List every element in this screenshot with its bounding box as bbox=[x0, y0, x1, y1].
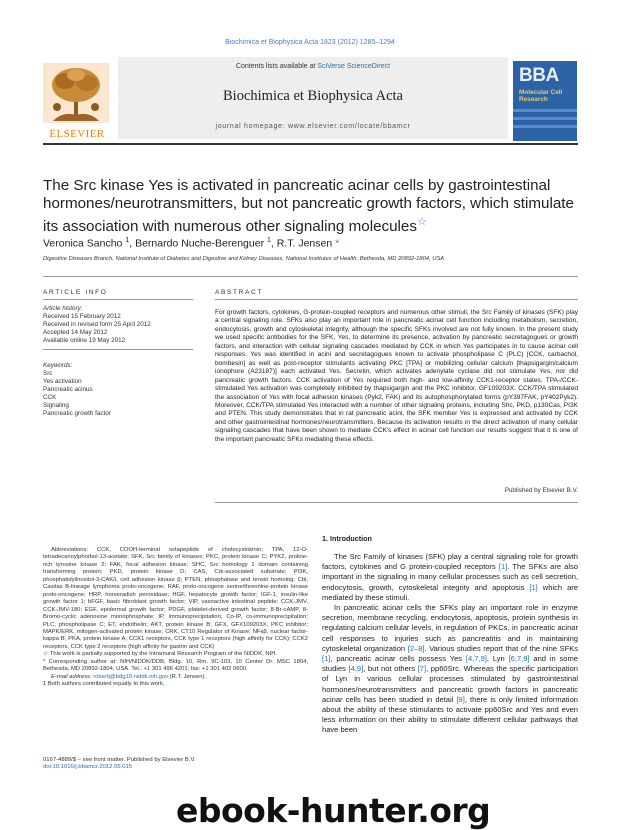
author-affiliation-mark: 1 bbox=[267, 237, 271, 244]
journal-header bbox=[43, 55, 578, 141]
article-history-label: Article history: bbox=[43, 305, 83, 312]
keyword: Pancreatic growth factor bbox=[43, 410, 111, 417]
citation-link[interactable]: [4,9] bbox=[348, 664, 364, 674]
header-rule bbox=[43, 143, 578, 145]
history-date: Received 15 February 2012 bbox=[43, 313, 121, 320]
citation-link[interactable]: [4,7,9] bbox=[465, 654, 487, 664]
corresponding-author-footnote: * Corresponding author at: NIH/NIDDK/DDB, Bldg. 10, Rm. 9C-103, 10 Center Dr. MSC 1804, Bethesda, MD 20892-1804, USA. Tel.: +1 301 496 4201; fax: +1 301 402 0600. bbox=[43, 658, 308, 673]
elsevier-logo bbox=[43, 63, 111, 140]
keywords-label: Keywords: bbox=[43, 362, 73, 369]
article-title bbox=[43, 177, 583, 236]
author-name[interactable]: Veronica Sancho bbox=[43, 237, 123, 250]
article-info-heading: ARTICLE INFO bbox=[43, 289, 108, 296]
abstract-rule bbox=[215, 299, 578, 300]
cover-title: BBA bbox=[519, 65, 559, 86]
author-name[interactable]: R.T. Jensen bbox=[276, 237, 333, 250]
journal-title: Biochimica et Biophysica Acta bbox=[223, 88, 403, 104]
introduction-body bbox=[322, 552, 578, 736]
citation-link[interactable]: [1] bbox=[498, 562, 508, 572]
contents-available-line bbox=[118, 63, 508, 70]
cover-stripe bbox=[513, 117, 577, 120]
article-info-rule bbox=[43, 349, 193, 350]
cover-stripe bbox=[513, 125, 577, 128]
abstract-heading: ABSTRACT bbox=[215, 289, 263, 296]
watermark-text: ebook-hunter.org bbox=[176, 791, 491, 830]
email-link[interactable]: robertj@bdg10.niddk.nih.gov bbox=[93, 673, 169, 680]
article-history bbox=[43, 305, 203, 345]
author-name[interactable]: Bernardo Nuche-Berenguer bbox=[135, 237, 265, 250]
article-title-text: The Src kinase Yes is activated in pancreatic acinar cells by gastrointestinal hormones/neurotransmitters, but not pancreatic growth factors, which stimulate its association with numerous other signaling molecules bbox=[43, 177, 574, 236]
keyword: CCK bbox=[43, 394, 57, 401]
email-footnote bbox=[43, 674, 308, 681]
keyword: Signaling bbox=[43, 402, 69, 409]
title-footnote-star[interactable]: ☆ bbox=[416, 216, 427, 228]
email-suffix: (R.T. Jensen). bbox=[168, 673, 207, 680]
corresponding-author-mark[interactable]: * bbox=[335, 237, 340, 250]
publisher-note: Published by Elsevier B.V. bbox=[504, 487, 578, 494]
intro-paragraph: The Src Family of kinases (SFK) play a central signaling role for growth factors, cytokines and G protein-coupled receptors [1]. The SFKs are also important in the signaling in many cellular processes such as cell secretion, endocytosis, growth, cytoskeletal integrity and apoptosis [1] which are mediated by these stimuli. bbox=[322, 552, 579, 602]
keyword: Yes activation bbox=[43, 378, 82, 385]
history-date: Accepted 14 May 2012 bbox=[43, 329, 108, 336]
sciencedirect-link[interactable]: SciVerse ScienceDirect bbox=[317, 63, 391, 70]
cover-stripe bbox=[513, 109, 577, 112]
history-date: Available online 19 May 2012 bbox=[43, 337, 126, 344]
journal-homepage-link[interactable]: journal homepage: www.elsevier.com/locate/bbamcr bbox=[215, 123, 411, 130]
author-affiliation-mark: 1 bbox=[125, 237, 130, 244]
author-list: Veronica Sancho $^1$, Bernardo Nuche-Berenguer $^1$, R.T. Jensen * bbox=[43, 237, 340, 250]
elsevier-tree-icon bbox=[43, 63, 109, 123]
intro-paragraph: In pancreatic acinar cells the SFKs play an important role in enzyme secretion, membrane recycling, endocytosis, apoptosis, protein synthesis in regulating calcium cellular levels, in regulation of PKCs, in pancreatic acinar cell responses to injuries such as pancreatitis and in maintaining cytoskeletal organization [2–8]. Various studies report that of the nine SFKs [1], pancreatic acinar cells possess Yes [4,7,9], Lyn [6,7,9] and in some studies [4,9], but not others [7], pp60Src. Whereas the specific participation of Lyn in various cellular processes stimulated by gastrointestinal hormones/neurotransmitters and pancreatic growth factors in pancreatic acinar cells has been studied in detail [9], there is only limited information about the ability of these stimulants to activate pp60Src and Yes and even less information on their ability to stimulate different cellular pathways that have been bbox=[322, 603, 579, 735]
abbreviations-footnote: Abbreviations: CCK, COOH-terminal octapeptide of cholecystokinin; TPA, 12-O-tetradecanoylphorbol-13-acetate; SFK, Src family of kinases; PKC, protein kinase C; PYK2, proline-rich tyrosine kinase 2; FAK, focal adhesion kinase; SHC, Src homology 1 domain containing transforming protein; PKD, protein kinase D; CAS, Crk-associated substrate; PI3K, phosphatidylinositol-3-CAK/i, cell adhesion kinase β; PTEN, phosphatase and tensin homolog; Cbl, Casitas B-lineage lymphoma proto-oncogene; RAF, proto-oncogene serine/threonine-protein kinase proto-oncogene; HRP, horseradish peroxidase; HGF, hepatocyte growth factor; IGF-1, insulin-like growth factor 1; bFGF, basic fibroblast growth factor; VIP, vasoactive intestinal peptide; CCK-JMV, CCK-JMV-180; EGF, epidermal growth factor; PDGF, platelet-derived growth factor; 8-Br-cAMP, 8-Bromo-cyclic adenosine monophosphate; IP, immunoprecipitation; Co-IP, co-immunoprecipitation; PLC, phospholipase C; ET, endothelin; AKT, protein kinase B; GFX, GFX109203X, PKC inhibitor; MAPK/ERK, mitogen-activated protein kinase; CRK, CT10 Regulator of Kinase; NFκβ, nuclear factor-kappa B; PKA, protein kinase A; CCK1 receptors, CCK type 1 receptors (high affinity for CCK); CCK2 receptors, CCK type 2 receptors (high affinity for gastrin and CCK) bbox=[43, 547, 308, 650]
citation-link[interactable]: [6,7,9] bbox=[508, 654, 530, 664]
journal-citation[interactable]: Biochimica et Biophysica Acta 1823 (2012) 1285–1294 bbox=[225, 39, 395, 46]
citation-link[interactable]: [9] bbox=[456, 694, 465, 704]
email-label: E-mail address: bbox=[51, 673, 94, 680]
author-affiliation: Digestive Diseases Branch, National Institute of Diabetes and Digestive and Kidney Diseases, National Institutes of Health, Bethesda, MD 20892-1804, USA bbox=[43, 256, 445, 262]
section-divider bbox=[43, 276, 578, 277]
funding-footnote: ☆ This work is partially supported by the Intramural Research Program of the NIDDK, NIH. bbox=[43, 651, 278, 658]
citation-link[interactable]: [2–8] bbox=[407, 643, 425, 653]
article-info-rule bbox=[43, 299, 193, 300]
keyword: Src bbox=[43, 370, 53, 377]
watermark bbox=[176, 791, 610, 830]
citation-link[interactable]: [1] bbox=[529, 582, 538, 592]
abstract-body: For growth factors, cytokines, G-protein-coupled receptors and numerous other stimuli, the Src Family of kinases (SFK) play a central signaling role. SFKs also play an important role in pancreatic acinar cell function including metabolism, secretion, endocytosis, growth and cytoskeletal integrity, although the specific SFKs involved are not fully known. In the present study we used specific antibodies for the SFK, Yes, to determine its presence, activation by pancreatic secretagogues or growth factors, and interaction with cellular signaling cascades mediated by CCK in which Yes participates in to cause acinar cell responses. Yes was identified in acini and secretagogues known to activate phospholipase C (PLC) [CCK, carbachol, bombesin] as well as post-receptor stimulants activating PKC [TPA] or mobilizing cellular calcium [thapsigargin/calcium ionophore (A23187)] each activated Yes. Secretin, which activates adenylate cyclase did not stimulate Yes, nor did pancreatic growth factors. CCK activation of Yes required both high- and low-affinity CCK1-receptor states. TPA-/CCK-stimulated Yes activation was completely inhibited by thapsigargin and the PKC inhibitor, GF109203X. CCK/TPA stimulated the association of Yes with focal adhesion kinases (Pyk2, FAK) and its autophosphorylated forms (pY397FAK, pY402Pyk2). Moreover, CCK/TPA stimulated Yes interacted with a number of other signaling proteins, including Shc, PKD, p130Cas, PI3K and PTEN. This study demonstrates that in rat pancreatic acini, the SFK member Yes is expressed and activated by CCK and other gastrointestinal hormones/neurotransmitters. Because its activation results in the direct activation of many cellular signaling cascades that have been shown to mediate CCK's effect in acinar cell function our results suggest that it is one of the important pancreatic SFKs mediating these effects. bbox=[215, 309, 578, 443]
publisher-wordmark: ELSEVIER bbox=[49, 128, 105, 140]
footnotes-block bbox=[43, 547, 308, 689]
journal-cover-image bbox=[513, 61, 577, 141]
issn-line: 0167-4889/$ – see front matter. Published by Elsevier B.V. bbox=[43, 757, 196, 763]
history-date: Received in revised form 25 April 2012 bbox=[43, 321, 151, 328]
keywords-block bbox=[43, 362, 203, 418]
doi-link[interactable]: doi:10.1016/j.bbamcr.2012.05.015 bbox=[43, 764, 133, 771]
cover-subtitle: Molecular Cell Research bbox=[519, 89, 563, 103]
journal-masthead bbox=[118, 57, 508, 139]
contents-prefix: Contents lists available at bbox=[235, 63, 318, 70]
introduction-heading: 1. Introduction bbox=[322, 534, 372, 543]
equal-contribution-footnote: 1 Both authors contributed equally to this work. bbox=[43, 681, 165, 688]
citation-link[interactable]: [1] bbox=[322, 654, 331, 664]
keyword: Pancreatic acinus bbox=[43, 386, 93, 393]
citation-link[interactable]: [7] bbox=[417, 664, 427, 674]
front-matter bbox=[43, 757, 195, 772]
abstract-end-rule bbox=[215, 502, 578, 503]
